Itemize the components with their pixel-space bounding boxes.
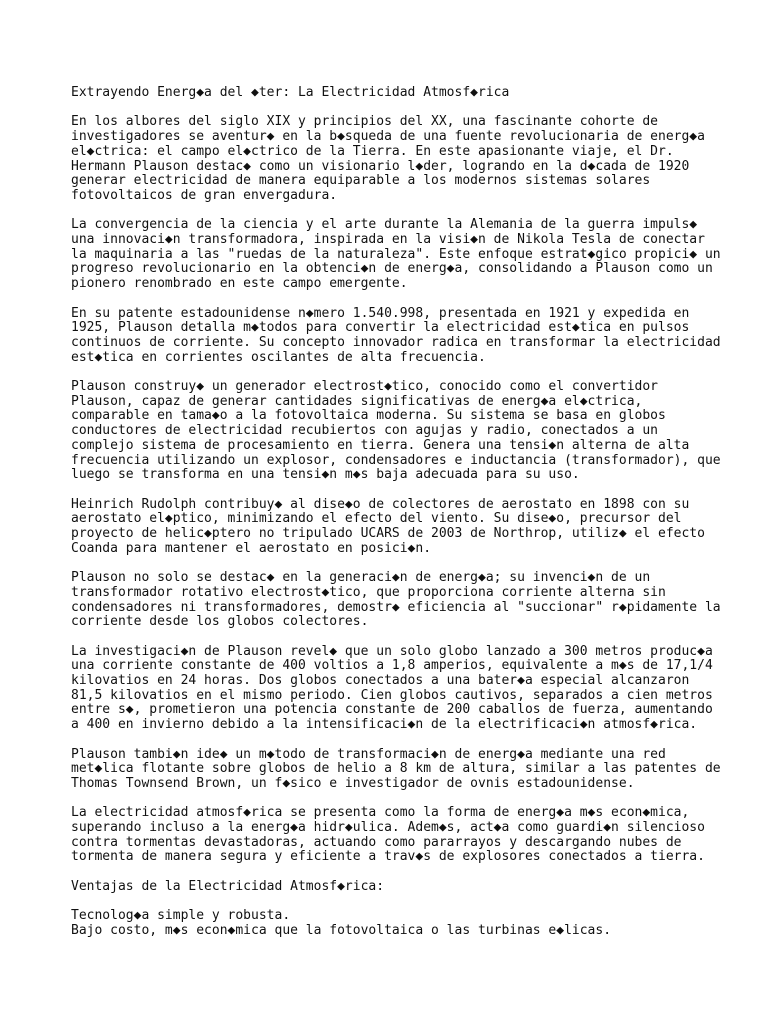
text-line: aerostato el◆ptico, minimizando el efecto del viento. Su dise◆o, precursor del <box>71 511 682 527</box>
title-line: Extrayendo Energ◆a del ◆ter: La Electricidad Atmosf◆rica <box>71 85 510 100</box>
text-line: Heinrich Rudolph contribuy◆ al dise◆o de colectores de aerostato en 1898 con su <box>71 496 690 512</box>
list-item: Bajo costo, m◆s econ◆mica que la fotovoltaica o las turbinas e◆licas. <box>71 922 612 938</box>
advantages-list <box>71 909 728 938</box>
text-line: comparable en tama◆o a la fotovoltaica moderna. Su sistema se basa en globos <box>71 408 666 424</box>
paragraph-4 <box>71 380 728 483</box>
text-line: conductores de electricidad recubiertos con agujas y radio, conectados a un <box>71 423 658 439</box>
text-line: pionero renombrado en este campo emergente. <box>71 276 408 292</box>
text-line: Plauson tambi◆n ide◆ un m◆todo de transformaci◆n de energ◆a mediante una red <box>71 746 666 762</box>
text-line: Coanda para mantener el aerostato en posici◆n. <box>71 540 432 556</box>
text-line: La electricidad atmosf◆rica se presenta como la forma de energ◆a m◆s econ◆mica, <box>71 805 690 821</box>
paragraph-7 <box>71 645 728 733</box>
paragraph-6 <box>71 571 728 630</box>
text-line: contra tormentas devastadoras, actuando como pararrayos y descargando nubes de <box>71 834 682 850</box>
text-line: superando incluso a la energ◆a hidr◆ulica. Adem◆s, act◆a como guardi◆n silencioso <box>71 820 705 836</box>
text-line: luego se transforma en una tensi◆n m◆s baja adecuada para su uso. <box>71 467 580 483</box>
text-line: el◆ctrica: el campo el◆ctrico de la Tierra. En este apasionante viaje, el Dr. <box>71 143 674 159</box>
text-line: En los albores del siglo XIX y principios del XX, una fascinante cohorte de <box>71 114 658 130</box>
text-line: En su patente estadounidense n◆mero 1.540.998, presentada en 1921 y expedida en <box>71 305 690 321</box>
document-title <box>71 86 728 101</box>
text-line: corriente desde los globos colectores. <box>71 614 369 630</box>
text-line: La investigaci◆n de Plauson revel◆ que un solo globo lanzado a 300 metros produc◆a <box>71 643 713 659</box>
text-line: Plauson construy◆ un generador electrost◆tico, conocido como el convertidor <box>71 379 658 394</box>
list-item: Tecnolog◆a simple y robusta. <box>71 908 291 924</box>
text-line: una corriente constante de 400 voltios a 1,8 amperios, equivalente a m◆s de 17,1/4 <box>71 658 713 674</box>
text-line: una innovaci◆n transformadora, inspirada en la visi◆n de Nikola Tesla de conectar <box>71 232 705 247</box>
text-line: investigadores se aventur◆ en la b◆squeda de una fuente revolucionaria de energ◆a <box>71 129 705 145</box>
text-line: fotovoltaicos de gran envergadura. <box>71 187 338 203</box>
text-line: tormenta de manera segura y eficiente a trav◆s de explosores conectados a tierra. <box>71 849 705 865</box>
text-line: frecuencia utilizando un explosor, condensadores e inductancia (transformador), que <box>71 452 721 468</box>
text-line: La convergencia de la ciencia y el arte durante la Alemania de la guerra impuls◆ <box>71 217 698 233</box>
text-line: proyecto de helic◆ptero no tripulado UCARS de 2003 de Northrop, utiliz◆ el efecto <box>71 526 705 542</box>
text-line: generar electricidad de manera equiparable a los modernos sistemas solares <box>71 173 651 189</box>
text-line: kilovatios en 24 horas. Dos globos conectados a una bater◆a especial alcanzaron <box>71 673 690 689</box>
text-line: transformador rotativo electrost◆tico, que proporciona corriente alterna sin <box>71 584 666 600</box>
heading-line: Ventajas de la Electricidad Atmosf◆rica: <box>71 878 385 894</box>
text-line: met◆lica flotante sobre globos de helio a 8 km de altura, similar a las patentes de <box>71 761 721 777</box>
text-line: a 400 en invierno debido a la intensificaci◆n de la electrificaci◆n atmosf◆rica. <box>71 717 698 733</box>
paragraph-8 <box>71 748 728 792</box>
text-line: Hermann Plauson destac◆ como un visionario l◆der, logrando en la d◆cada de 1920 <box>71 158 690 174</box>
paragraph-3 <box>71 307 728 366</box>
text-line: entre s◆, prometieron una potencia constante de 200 caballos de fuerza, aumentando <box>71 702 713 718</box>
text-line: condensadores ni transformadores, demostr◆ eficiencia al "succionar" r◆pidamente la <box>71 599 721 615</box>
text-line: continuos de corriente. Su concepto innovador radica en transformar la electricidad <box>71 334 721 350</box>
text-line: Thomas Townsend Brown, un f◆sico e investigador de ovnis estadounidense. <box>71 775 635 791</box>
paragraph-1 <box>71 115 728 203</box>
text-line: 1925, Plauson detalla m◆todos para convertir la electricidad est◆tica en pulsos <box>71 320 690 336</box>
text-line: Plauson, capaz de generar cantidades significativas de energ◆a el◆ctrica, <box>71 393 643 409</box>
text-line: complejo sistema de procesamiento en tierra. Genera una tensi◆n alterna de alta <box>71 437 690 453</box>
text-line: progreso revolucionario en la obtenci◆n de energ◆a, consolidando a Plauson como un <box>71 261 713 277</box>
text-line: la maquinaria a las "ruedas de la naturaleza". Este enfoque estrat◆gico propici◆ un <box>71 246 721 262</box>
advantages-heading <box>71 880 728 895</box>
text-line: est◆tica en corrientes oscilantes de alta frecuencia. <box>71 349 486 365</box>
text-line: Plauson no solo se destac◆ en la generaci◆n de energ◆a; su invenci◆n de un <box>71 570 651 586</box>
text-line: 81,5 kilovatios en el mismo periodo. Cien globos cautivos, separados a cien metros <box>71 687 713 703</box>
paragraph-9 <box>71 806 728 865</box>
paragraph-5 <box>71 498 728 557</box>
paragraph-2 <box>71 218 728 292</box>
